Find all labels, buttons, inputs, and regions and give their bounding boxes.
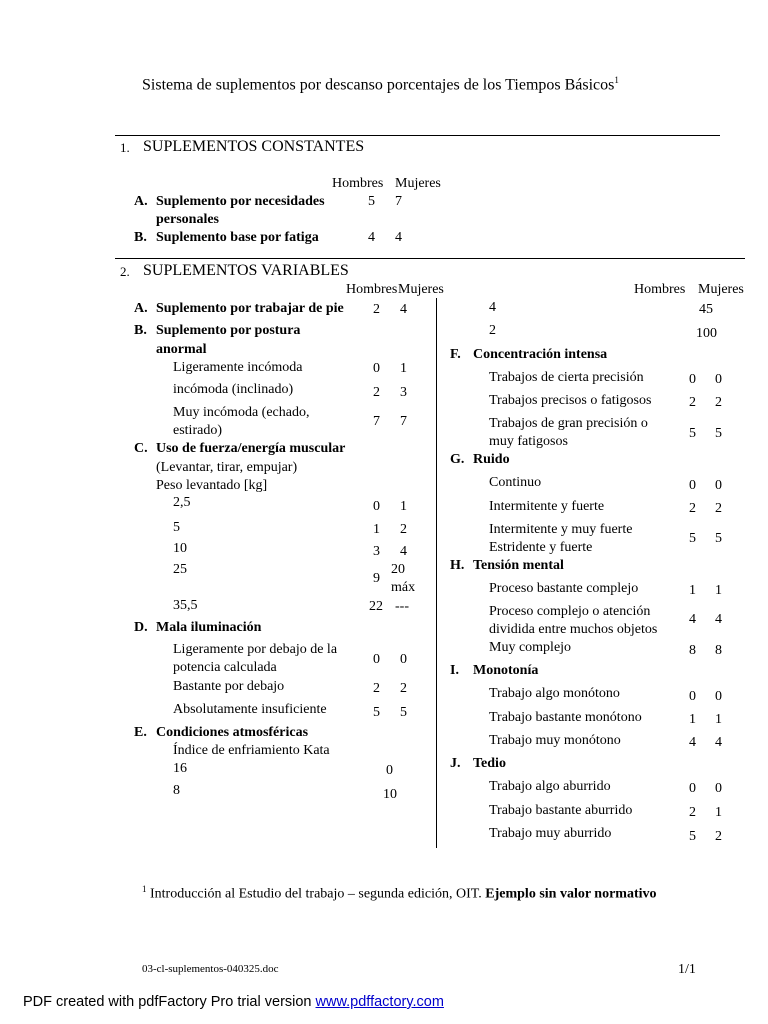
list-item-hombres: 1 (689, 583, 696, 598)
list-item-label: Muy complejo (489, 640, 572, 655)
var-a-hombres: 2 (373, 302, 380, 317)
list-item-label: Trabajos de gran precisión o (489, 416, 648, 431)
list-item-mujeres: 2 (715, 829, 722, 844)
list-item-hombres: 1 (689, 712, 696, 727)
list-item-mujeres-cont: máx (391, 580, 416, 595)
var-f-letter: F. (450, 347, 461, 362)
section2-col-mujeres-right: Mujeres (698, 282, 744, 297)
list-item-hombres: 7 (373, 414, 380, 429)
section1-a-letter: A. (134, 194, 148, 209)
var-g-label: Ruido (473, 452, 510, 467)
footnote-disclaimer: Ejemplo sin valor normativo (485, 886, 657, 902)
list-item-mujeres: 0 (715, 478, 722, 493)
list-item-label: Trabajo algo aburrido (489, 779, 611, 794)
list-item-mujeres: 2 (400, 681, 407, 696)
pdf-banner-text: PDF created with pdfFactory Pro trial version (23, 994, 316, 1010)
section1-top-rule (115, 135, 720, 136)
list-item-hombres: 9 (373, 571, 380, 586)
var-c-label: Uso de fuerza/energía muscular (156, 441, 346, 456)
list-item-value: 45 (699, 302, 713, 317)
section1-heading: SUPLEMENTOS CONSTANTES (143, 138, 365, 155)
list-item-label-cont: potencia calculada (173, 660, 277, 675)
list-item-label: 35,5 (173, 598, 198, 613)
list-item-label: Intermitente y fuerte (489, 499, 605, 514)
list-item-label: Trabajo muy monótono (489, 733, 621, 748)
list-item-mujeres: 1 (715, 712, 722, 727)
list-item-hombres: 22 (369, 599, 383, 614)
list-item-mujeres: 0 (715, 689, 722, 704)
var-b-label-cont: anormal (156, 342, 207, 357)
list-item-mujeres: 5 (715, 531, 722, 546)
list-item-hombres: 0 (373, 361, 380, 376)
var-c-subtitle: (Levantar, tirar, empujar) (156, 460, 298, 475)
pdf-banner (23, 994, 444, 1011)
list-item-label: Trabajo bastante monótono (489, 710, 642, 725)
var-a-label: Suplemento por trabajar de pie (156, 301, 344, 316)
var-d-letter: D. (134, 620, 148, 635)
list-item-value: 100 (696, 326, 717, 341)
list-item-mujeres: --- (395, 599, 409, 614)
section1-a-mujeres: 7 (395, 194, 402, 209)
list-item-label: Absolutamente insuficiente (173, 702, 327, 717)
list-item-mujeres: 0 (400, 652, 407, 667)
section1-b-mujeres: 4 (395, 230, 402, 245)
list-item-label-cont: Estridente y fuerte (489, 540, 593, 555)
section2-number: 2. (120, 264, 130, 279)
section1-number: 1. (120, 140, 130, 155)
column-divider (436, 298, 437, 848)
list-item-hombres: 2 (373, 385, 380, 400)
section1-a-label-cont: personales (156, 212, 219, 227)
title-footnote-ref: 1 (614, 75, 619, 85)
list-item-mujeres: 1 (715, 583, 722, 598)
var-c-subtitle-2: Peso levantado [kg] (156, 478, 268, 493)
list-item-hombres: 0 (689, 478, 696, 493)
list-item-hombres: 5 (689, 531, 696, 546)
section1-b-letter: B. (134, 230, 147, 245)
list-item-label-cont: dividida entre muchos objetos (489, 622, 658, 637)
list-item-label: Trabajo bastante aburrido (489, 803, 633, 818)
list-item-hombres: 2 (689, 501, 696, 516)
footnote-marker: 1 (142, 884, 147, 894)
list-item-mujeres: 0 (715, 781, 722, 796)
list-item-label: 8 (173, 783, 180, 798)
list-item-mujeres: 4 (715, 735, 722, 750)
list-item-hombres: 0 (373, 499, 380, 514)
section2-top-rule (115, 258, 745, 259)
var-j-letter: J. (450, 756, 461, 771)
list-item-label: Proceso complejo o atención (489, 604, 651, 619)
list-item-mujeres: 4 (715, 612, 722, 627)
pdffactory-link[interactable]: www.pdffactory.com (315, 994, 444, 1010)
list-item-label: 10 (173, 541, 187, 556)
list-item-hombres: 5 (373, 705, 380, 720)
list-item-label-cont: muy fatigosos (489, 434, 568, 449)
list-item-label: Trabajo algo monótono (489, 686, 620, 701)
list-item-mujeres: 3 (400, 385, 407, 400)
list-item-label: Continuo (489, 475, 542, 490)
var-b-label: Suplemento por postura (156, 323, 301, 338)
list-item-hombres: 5 (689, 829, 696, 844)
list-item-hombres: 1 (373, 522, 380, 537)
list-item-hombres: 4 (689, 612, 696, 627)
list-item-label: 2,5 (173, 495, 191, 510)
footer-page-number: 1/1 (678, 962, 696, 977)
list-item-mujeres: 0 (715, 372, 722, 387)
var-g-letter: G. (450, 452, 465, 467)
var-i-letter: I. (450, 663, 459, 678)
list-item-label: Trabajo muy aburrido (489, 826, 612, 841)
list-item-label: incómoda (inclinado) (173, 382, 294, 397)
list-item-label: Muy incómoda (echado, (173, 405, 310, 420)
section2-heading: SUPLEMENTOS VARIABLES (143, 262, 349, 279)
list-item-mujeres: 2 (400, 522, 407, 537)
list-item-hombres: 5 (689, 426, 696, 441)
list-item-hombres: 2 (373, 681, 380, 696)
list-item-label: Bastante por debajo (173, 679, 285, 694)
list-item-mujeres: 1 (400, 499, 407, 514)
list-item-label: 2 (489, 323, 496, 338)
list-item-label: 5 (173, 520, 180, 535)
list-item-mujeres: 1 (715, 805, 722, 820)
var-i-label: Monotonía (473, 663, 539, 678)
list-item-label: Ligeramente incómoda (173, 360, 303, 375)
list-item-mujeres: 2 (715, 395, 722, 410)
var-e-label: Condiciones atmosféricas (156, 725, 309, 740)
list-item-label: Trabajos precisos o fatigosos (489, 393, 652, 408)
var-c-letter: C. (134, 441, 148, 456)
list-item-mujeres: 8 (715, 643, 722, 658)
var-j-label: Tedio (473, 756, 506, 771)
list-item-label: 4 (489, 300, 496, 315)
footer-filename: 03-cl-suplementos-040325.doc (142, 963, 279, 975)
document-title (142, 75, 619, 95)
list-item-mujeres: 7 (400, 414, 407, 429)
list-item-label-cont: estirado) (173, 423, 222, 438)
var-a-mujeres: 4 (400, 302, 407, 317)
var-e-subtitle: Índice de enfriamiento Kata (173, 743, 330, 758)
list-item-mujeres: 5 (400, 705, 407, 720)
var-f-label: Concentración intensa (473, 347, 608, 362)
list-item-mujeres: 4 (400, 544, 407, 559)
section1-a-label: Suplemento por necesidades (156, 194, 325, 209)
var-h-label: Tensión mental (473, 558, 564, 573)
list-item-mujeres: 20 (391, 562, 405, 577)
list-item-label: Trabajos de cierta precisión (489, 370, 644, 385)
list-item-label: 16 (173, 761, 187, 776)
list-item-label: Intermitente y muy fuerte (489, 522, 633, 537)
list-item-hombres: 0 (689, 689, 696, 704)
list-item-value: 0 (386, 763, 393, 778)
var-d-label: Mala iluminación (156, 620, 262, 635)
list-item-label: Ligeramente por debajo de la (173, 642, 338, 657)
var-b-letter: B. (134, 323, 147, 338)
title-text: Sistema de suplementos por descanso porcentajes de los Tiempos Básicos (142, 76, 615, 94)
footnote (142, 884, 657, 903)
list-item-label: Proceso bastante complejo (489, 581, 639, 596)
section2-col-hombres-left: Hombres (346, 282, 398, 297)
section1-b-hombres: 4 (368, 230, 375, 245)
section1-b-label: Suplemento base por fatiga (156, 230, 319, 245)
list-item-hombres: 0 (373, 652, 380, 667)
list-item-hombres: 0 (689, 372, 696, 387)
list-item-mujeres: 2 (715, 501, 722, 516)
var-a-letter: A. (134, 301, 148, 316)
list-item-hombres: 8 (689, 643, 696, 658)
list-item-hombres: 2 (689, 805, 696, 820)
list-item-hombres: 2 (689, 395, 696, 410)
list-item-value: 10 (383, 787, 397, 802)
section2-col-mujeres-left: Mujeres (398, 282, 444, 297)
list-item-hombres: 0 (689, 781, 696, 796)
list-item-mujeres: 5 (715, 426, 722, 441)
section1-col-mujeres: Mujeres (395, 176, 441, 191)
var-e-letter: E. (134, 725, 147, 740)
list-item-hombres: 3 (373, 544, 380, 559)
list-item-mujeres: 1 (400, 361, 407, 376)
section1-a-hombres: 5 (368, 194, 375, 209)
section2-col-hombres-right: Hombres (634, 282, 686, 297)
section1-col-hombres: Hombres (332, 176, 384, 191)
footnote-text: Introducción al Estudio del trabajo – segunda edición, OIT. (150, 886, 482, 902)
list-item-label: 25 (173, 562, 187, 577)
list-item-hombres: 4 (689, 735, 696, 750)
var-h-letter: H. (450, 558, 465, 573)
